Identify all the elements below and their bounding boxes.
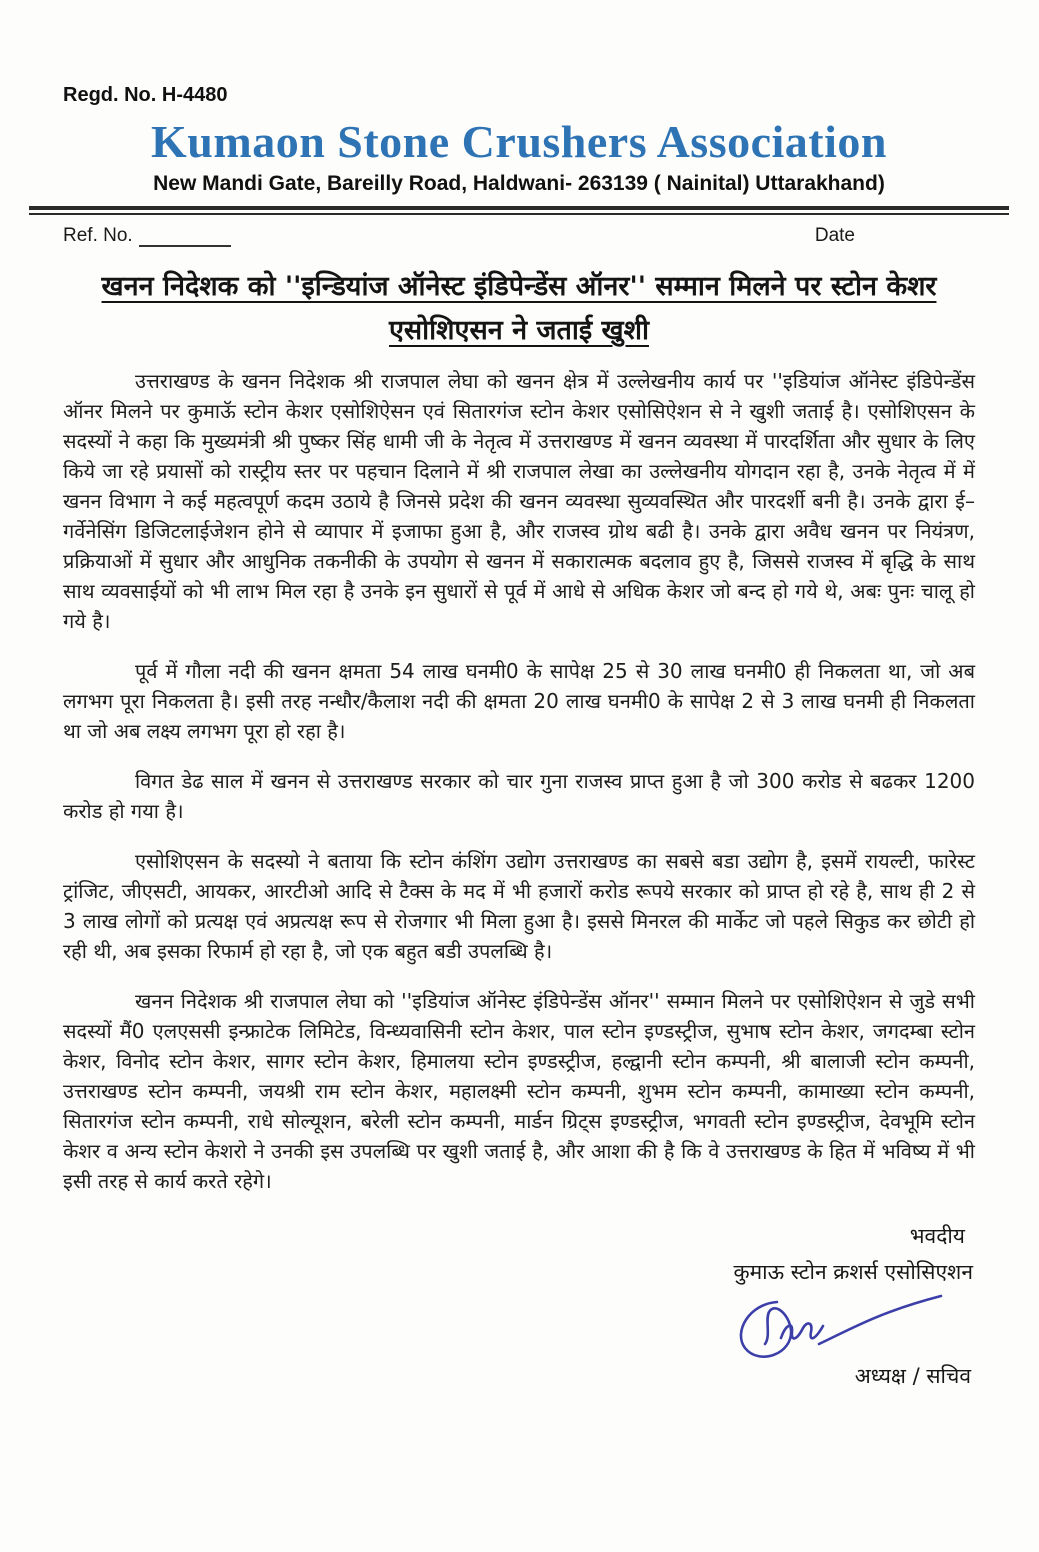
closing-salutation: भवदीय bbox=[909, 1224, 965, 1249]
document-title: खनन निदेशक को ''इन्डियांज ऑनेस्ट इंडिपेन्डेंस ऑनर'' सम्मान मिलने पर स्टोन केशर एसोशिएसन ने जताई खुशी bbox=[101, 271, 937, 346]
date-label: Date bbox=[814, 225, 855, 246]
paragraph-1: उत्तराखण्ड के खनन निदेशक श्री राजपाल लेघा को खनन क्षेत्र में उल्लेखनीय कार्य पर ''इडियांज ऑनेस्ट इंडिपेन्डेंस ऑनर मिलने पर कुमाऊॅ स्टोन केशर एसोशिऐसन एवं सितारगंज स्टोन केशर एसोसिऐशन से ने खुशी जताई है। एसोशिएसन के सदस्यों ने कहा कि मुख्यमंत्री श्री पुष्कर सिंह धामी जी के नेतृत्व में उत्तराखण्ड में खनन व्यवस्था में पारदर्शिता और सुधार के लिए किये जा रहे प्रयासों को रास्ट्रीय स्तर पर पहचान दिलाने में श्री राजपाल लेखा का उल्लेखनीय योगदान रहा है, उनके नेतृत्व में में खनन विभाग ने कई महत्वपूर्ण कदम उठाये है जिनसे प्रदेश की खनन व्यवस्था सुव्यवस्थित और पारदर्शी बनी है। उनके द्वारा ई–गर्वेनेसिंग डिजिटलाईजेशन होने से व्यापार में इजाफा हुआ है, और राजस्व ग्रोथ बढी है। उनके द्वारा अवैध खनन पर नियंत्रण, प्रक्रियाओं में सुधार और आधुनिक तकनीकी के उपयोग से खनन में सकारात्मक बदलाव हुए है, जिससे राजस्व में बृद्धि के साथ साथ व्यवसाईयों को भी लाभ मिल रहा है उनके इन सुधारों से पूर्व में आधे से अधिक केशर जो बन्द हो गये थे, अबः पुनः चालू हो गये है। bbox=[63, 369, 975, 634]
organization-name: Kumaon Stone Crushers Association bbox=[151, 116, 887, 167]
paragraph-5: खनन निदेशक श्री राजपाल लेघा को ''इडियांज ऑनेस्ट इंडिपेन्डेंस ऑनर'' सम्मान मिलने पर एसोशिऐशन से जुडे सभी सदस्यों मैं0 एलएससी इन्फ्राटेक लिमिटेड, विन्ध्यवासिनी स्टोन केशर, पाल स्टोन इण्डस्ट्रीज, सुभाष स्टोन केशर, जगदम्बा स्टोन केशर, विनोद स्टोन केशर, सागर स्टोन केशर, हिमालया स्टोन इण्डस्ट्रीज, हल्द्वानी स्टोन कम्पनी, श्री बालाजी स्टोन कम्पनी, उत्तराखण्ड स्टोन कम्पनी, जयश्री राम स्टोन केशर, महालक्ष्मी स्टोन कम्पनी, शुभम स्टोन कम्पनी, कामाख्या स्टोन कम्पनी, सितारगंज स्टोन कम्पनी, राधे सोल्यूशन, बरेली स्टोन कम्पनी, मार्डन ग्रिट्स इण्डस्ट्रीज, भगवती स्टोन इण्डस्ट्रीज, देवभूमि स्टोन केशर व अन्य स्टोन केशरो ने उनकी इस उपलब्धि पर खुशी जताई है, और आशा की है कि वे उत्तराखण्ड के हित में भविष्य में भी इसी तरह से कार्य करते रहेगे। bbox=[63, 989, 975, 1194]
ref-date-row bbox=[63, 225, 975, 247]
header-divider bbox=[29, 206, 1009, 215]
ref-no-field bbox=[63, 225, 231, 247]
ref-blank-line bbox=[139, 229, 231, 247]
handwritten-signature-icon bbox=[719, 1288, 949, 1362]
paragraph-3: विगत डेढ साल में खनन से उत्तराखण्ड सरकार को चार गुना राजस्व प्राप्त हुआ है जो 300 करोड से बढकर 1200 करोड हो गया है। bbox=[63, 769, 975, 824]
closing-organization-name: कुमाऊ स्टोन क्रशर्स एसोसिएशन bbox=[733, 1260, 973, 1285]
paragraph-4: एसोशिएसन के सदस्यो ने बताया कि स्टोन कंशिंग उद्योग उत्तराखण्ड का सबसे बडा उद्योग है, इसमें रायल्टी, फारेस्ट ट्रांजिट, जीएसटी, आयकर, आरटीओ आदि से टैक्स के मद में भी हजारों करोड रूपये सरकार को प्राप्त हो रहे है, साथ ही 2 से 3 लाख लोगों को प्रत्यक्ष एवं अप्रत्यक्ष रूप से रोजगार भी मिला हुआ है। इससे मिनरल की मार्केट जो पहले सिकुड कर छोटी हो रही थी, अब इसका रिफार्म हो रहा है, जो एक बहुत बडी उपलब्धि है। bbox=[63, 849, 975, 964]
letter-body bbox=[63, 366, 975, 1196]
closing-designation: अध्यक्ष / सचिव bbox=[854, 1364, 971, 1389]
paragraph-2: पूर्व में गौला नदी की खनन क्षमता 54 लाख घनमी0 के सापेक्ष 25 से 30 लाख घनमी0 ही निकलता था, जो अब लगभग पूरा निकलता है। इसी तरह नन्धौर/कैलाश नदी की क्षमता 20 लाख घनमी0 के सापेक्ष 2 से 3 लाख घनमी ही निकलता था जो अब लक्ष्य लगभग पूरा हो रहा है। bbox=[63, 659, 975, 744]
organization-address: New Mandi Gate, Bareilly Road, Haldwani- 263139 ( Nainital) Uttarakhand) bbox=[153, 172, 885, 195]
ref-no-label: Ref. No. bbox=[63, 225, 133, 246]
closing-block bbox=[63, 1222, 975, 1390]
registration-number: Regd. No. H-4480 bbox=[63, 84, 228, 106]
signature-area bbox=[63, 1288, 949, 1362]
